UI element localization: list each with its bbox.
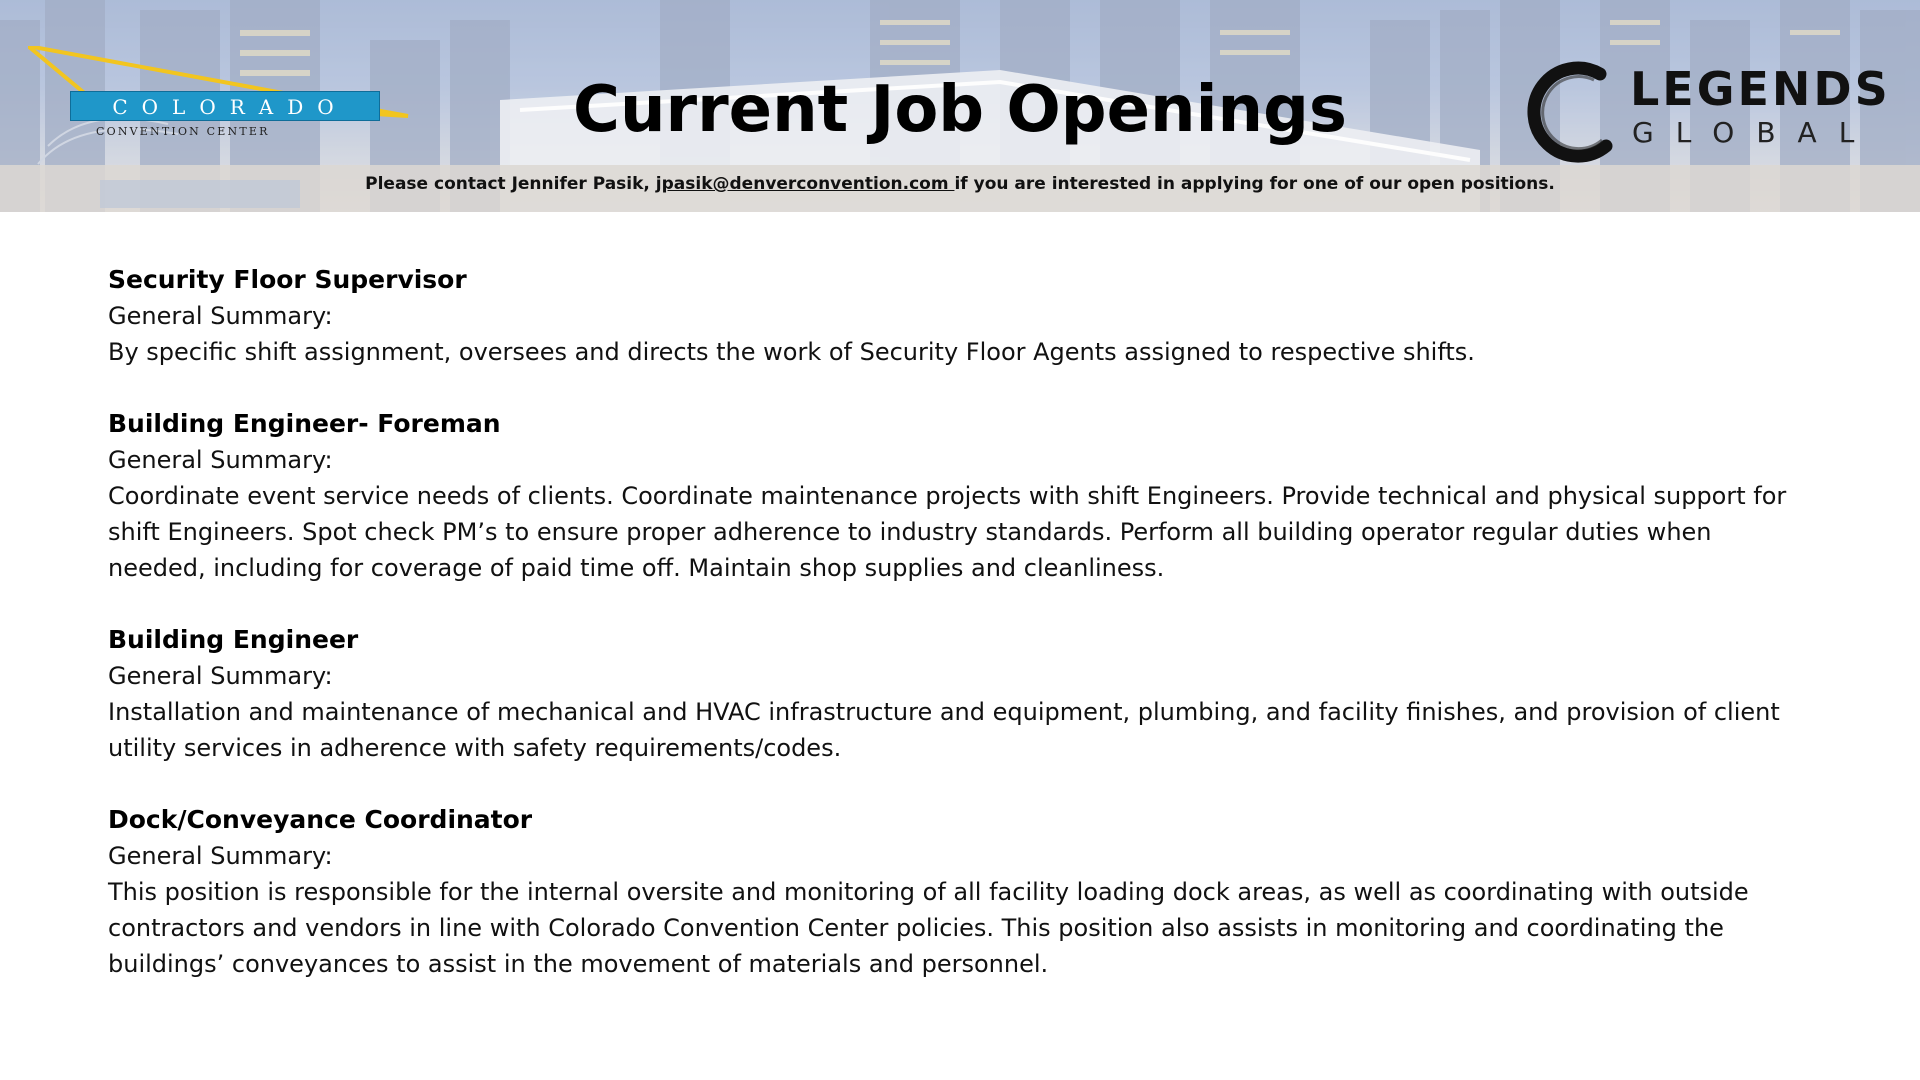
job-summary-label: General Summary:: [108, 662, 333, 690]
job-summary-label: General Summary:: [108, 446, 333, 474]
job-listing: [108, 622, 1808, 766]
job-title: Dock/Conveyance Coordinator: [108, 805, 533, 834]
logo-word-global: GLOBAL: [1632, 116, 1877, 149]
job-description: This position is responsible for the internal oversite and monitoring of all facility loading dock areas, as well as coordinating with outside contractors and vendors in line with Colorado Convention Center policies. This position also assists in monitoring and coordinating the buildings’ conveyances to assist in the movement of materials and personnel.: [108, 878, 1749, 978]
job-summary-label: General Summary:: [108, 302, 333, 330]
logo-wordmark: COLORADO: [70, 91, 380, 121]
brush-circle-icon: [1518, 56, 1628, 166]
job-title: Security Floor Supervisor: [108, 265, 467, 294]
colorado-convention-center-logo: [28, 46, 418, 166]
logo-word-legends: LEGENDS: [1630, 62, 1891, 116]
contact-line: [0, 172, 1920, 196]
job-listings: [108, 262, 1808, 1018]
contact-email-link[interactable]: jpasik@denverconvention.com: [655, 174, 955, 194]
job-description: Installation and maintenance of mechanical and HVAC infrastructure and equipment, plumbing, and facility finishes, and provision of client utility services in adherence with safety requirements/codes.: [108, 698, 1780, 762]
legends-global-logo: [1518, 56, 1898, 166]
job-description: By specific shift assignment, oversees and directs the work of Security Floor Agents assigned to respective shifts.: [108, 338, 1475, 366]
contact-suffix: if you are interested in applying for one of our open positions.: [954, 174, 1555, 194]
header-banner: [0, 0, 1920, 212]
logo-subtitle: CONVENTION CENTER: [96, 125, 270, 138]
job-description: Coordinate event service needs of clients. Coordinate maintenance projects with shift Engineers. Provide technical and physical support for shift Engineers. Spot check PM’s to ensure proper adherence to industry standards. Perform all building operator regular duties when needed, including for coverage of paid time off. Maintain shop supplies and cleanliness.: [108, 482, 1787, 582]
contact-prefix: Please contact Jennifer Pasik,: [365, 174, 656, 194]
page-title: Current Job Openings: [573, 73, 1347, 147]
job-title: Building Engineer- Foreman: [108, 409, 501, 438]
job-title: Building Engineer: [108, 625, 359, 654]
job-summary-label: General Summary:: [108, 842, 333, 870]
job-listing: [108, 406, 1808, 586]
job-listing: [108, 262, 1808, 370]
job-listing: [108, 802, 1808, 982]
